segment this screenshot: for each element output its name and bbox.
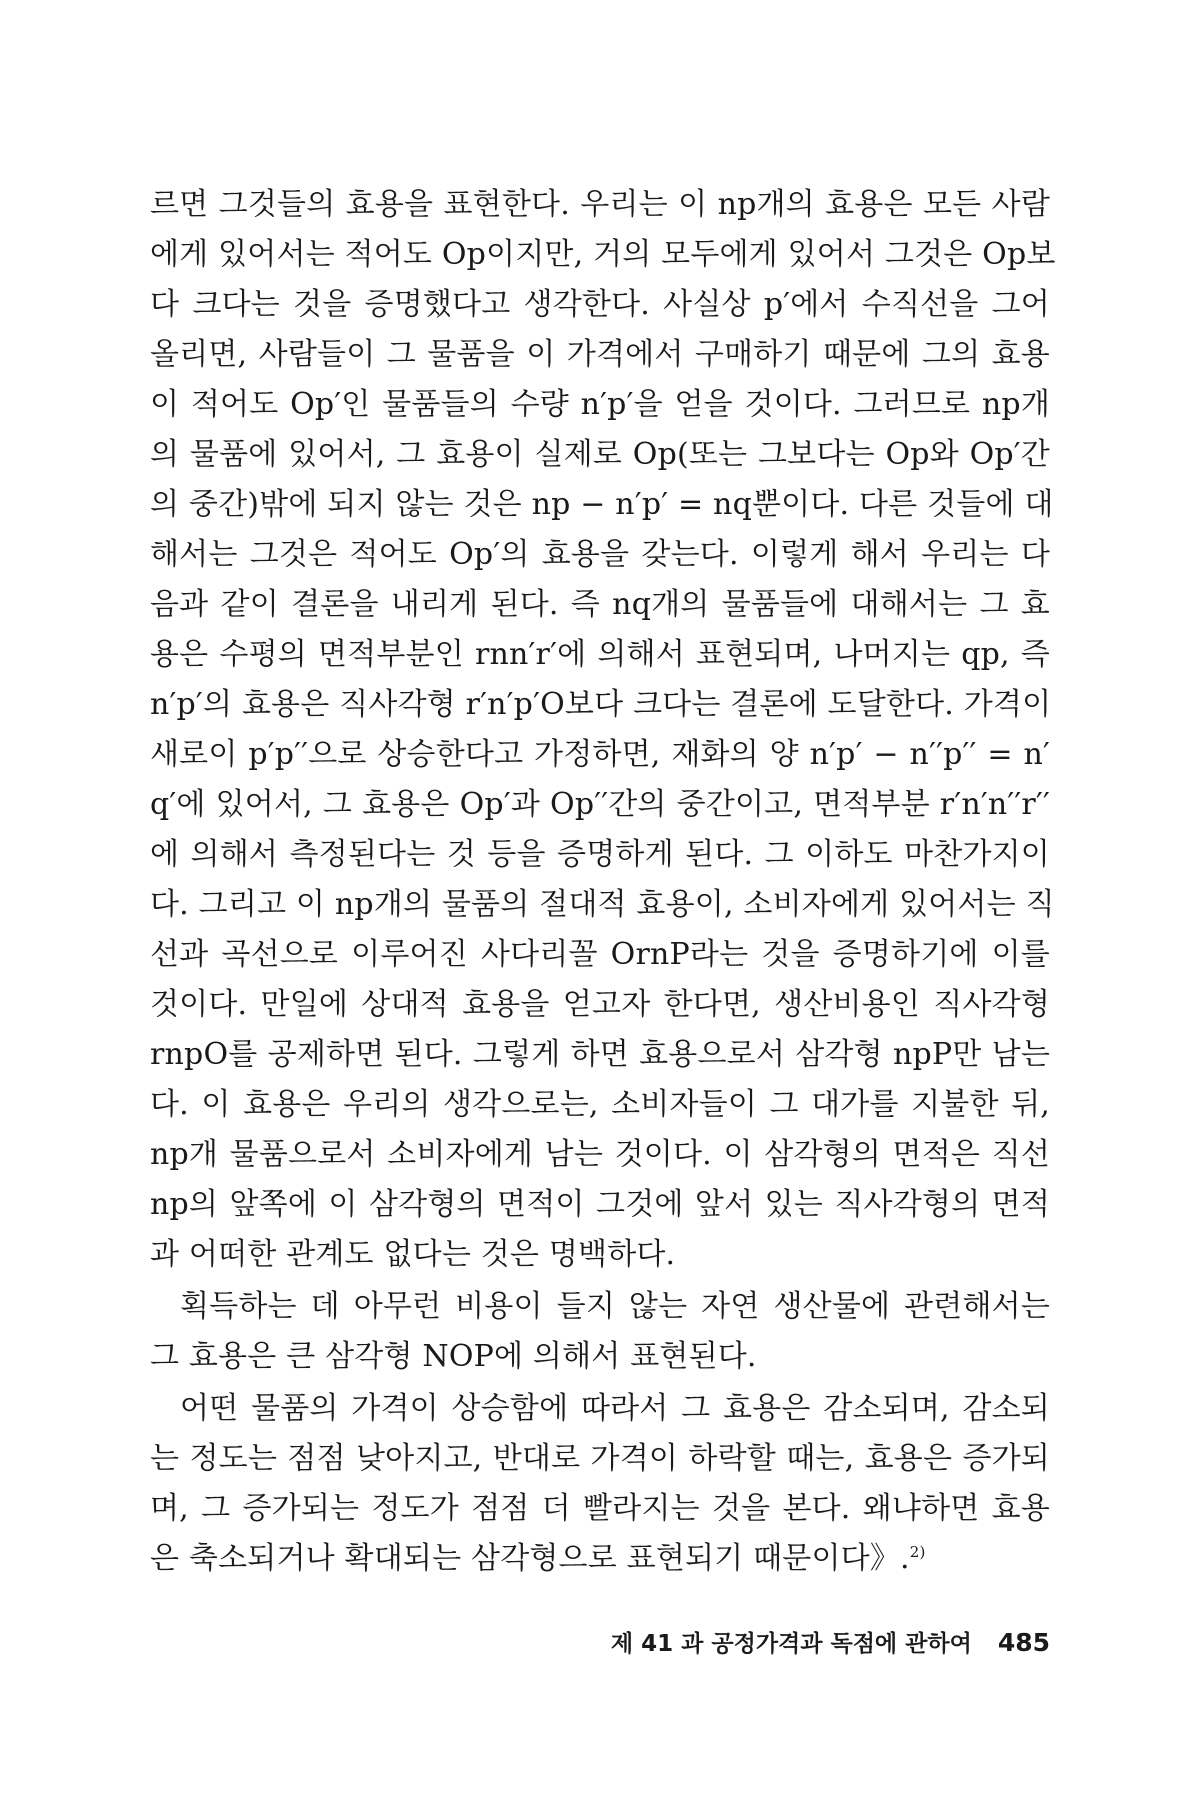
text-line: 의 중간)밖에 되지 않는 것은 np − n′p′ = nq뿐이다. 다른 것들에 대: [150, 487, 1054, 522]
text-line: 음과 같이 결론을 내리게 된다. 즉 nq개의 물품들에 대해서는 그 효: [150, 587, 1050, 622]
running-footer: [560, 1625, 1050, 1665]
text-line-with-footnote: [150, 1534, 1050, 1584]
text-line: 에 의해서 측정된다는 것 등을 증명하게 된다. 그 이하도 마찬가지이: [150, 837, 1050, 872]
text-line: 새로이 p′p′′으로 상승한다고 가정하면, 재화의 양 n′p′ − n′′p′′ = n′: [150, 737, 1050, 772]
text-line: np의 앞쪽에 이 삼각형의 면적이 그것에 앞서 있는 직사각형의 면적: [150, 1187, 1050, 1222]
text-line: 용은 수평의 면적부분인 rnn′r′에 의해서 표현되며, 나머지는 qp, 즉: [150, 637, 1050, 672]
text-line: q′에 있어서, 그 효용은 Op′과 Op′′간의 중간이고, 면적부분 r′n′n′′r′′: [150, 787, 1050, 822]
text-line: 은 축소되거나 확대되는 삼각형으로 표현되기 때문이다》.: [150, 1541, 910, 1576]
paragraph-2: [150, 1282, 1050, 1382]
text-line: 다. 이 효용은 우리의 생각으로는, 소비자들이 그 대가를 지불한 뒤,: [150, 1087, 1050, 1122]
text-line: 획득하는 데 아무런 비용이 들지 않는 자연 생산물에 관련해서는: [180, 1289, 1050, 1324]
text-line: 것이다. 만일에 상대적 효용을 얻고자 한다면, 생산비용인 직사각형: [150, 987, 1050, 1022]
text-line: np개 물품으로서 소비자에게 남는 것이다. 이 삼각형의 면적은 직선: [150, 1137, 1050, 1172]
text-line: 그 효용은 큰 삼각형 NOP에 의해서 표현된다.: [150, 1339, 757, 1374]
text-line: 르면 그것들의 효용을 표현한다. 우리는 이 np개의 효용은 모든 사람: [150, 187, 1050, 222]
text-line: 이 적어도 Op′인 물품들의 수량 n′p′을 얻을 것이다. 그러므로 np개: [150, 387, 1050, 422]
text-line: rnpO를 공제하면 된다. 그렇게 하면 효용으로서 삼각형 npP만 남는: [150, 1037, 1050, 1072]
text-line: 선과 곡선으로 이루어진 사다리꼴 OrnP라는 것을 증명하기에 이를: [150, 937, 1050, 972]
text-line: 어떤 물품의 가격이 상승함에 따라서 그 효용은 감소되며, 감소되: [180, 1391, 1050, 1426]
text-line: 해서는 그것은 적어도 Op′의 효용을 갖는다. 이렇게 해서 우리는 다: [150, 537, 1050, 572]
footnote-marker[interactable]: 2): [909, 1543, 926, 1561]
text-line: 올리면, 사람들이 그 물품을 이 가격에서 구매하기 때문에 그의 효용: [150, 337, 1050, 372]
page-body: [150, 180, 1056, 1584]
text-line: n′p′의 효용은 직사각형 r′n′p′O보다 크다는 결론에 도달한다. 가격이: [150, 687, 1052, 722]
text-line: 다 크다는 것을 증명했다고 생각한다. 사실상 p′에서 수직선을 그어: [150, 287, 1050, 322]
text-line: 다. 그리고 이 np개의 물품의 절대적 효용이, 소비자에게 있어서는 직: [150, 887, 1055, 922]
text-line: 며, 그 증가되는 정도가 점점 더 빨라지는 것을 본다. 왜냐하면 효용: [150, 1491, 1050, 1526]
text-line: 는 정도는 점점 낮아지고, 반대로 가격이 하락할 때는, 효용은 증가되: [150, 1441, 1050, 1476]
text-line: 과 어떠한 관계도 없다는 것은 명백하다.: [150, 1237, 676, 1272]
text-line: 의 물품에 있어서, 그 효용이 실제로 Op(또는 그보다는 Op와 Op′간: [150, 437, 1050, 472]
paragraph-1: [150, 180, 1056, 1280]
text-line: 에게 있어서는 적어도 Op이지만, 거의 모두에게 있어서 그것은 Op보: [150, 237, 1056, 272]
page-number: 485: [997, 1628, 1050, 1657]
chapter-title: 제 41 과 공정가격과 독점에 관하여: [610, 1631, 972, 1657]
paragraph-3: [150, 1384, 1050, 1584]
